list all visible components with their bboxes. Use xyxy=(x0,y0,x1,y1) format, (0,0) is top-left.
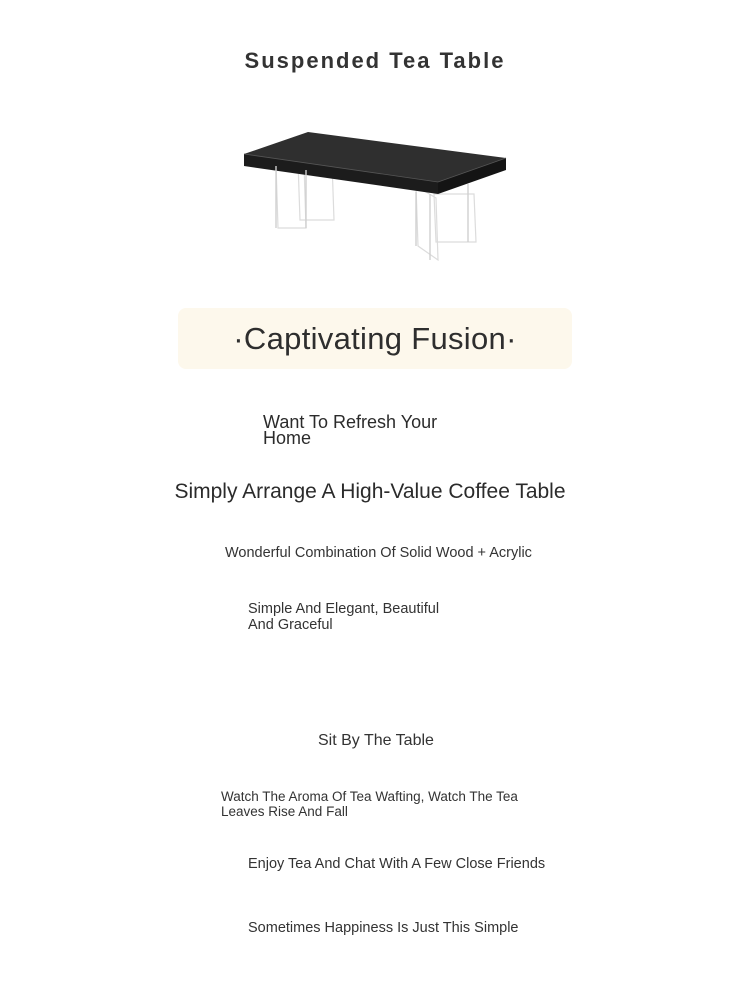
elegant-text: Simple And Elegant, Beautiful And Graceful xyxy=(248,601,440,633)
friends-text: Enjoy Tea And Chat With A Few Close Friends xyxy=(248,856,546,872)
refresh-home-text: Want To Refresh Your Home xyxy=(263,412,438,448)
banner-text: ·Captivating Fusion· xyxy=(233,320,517,356)
aroma-text: Watch The Aroma Of Tea Wafting, Watch The Tea Leaves Rise And Fall xyxy=(221,789,518,819)
tea-table-image xyxy=(238,124,513,264)
happiness-text: Sometimes Happiness Is Just This Simple xyxy=(248,920,519,936)
sit-by-table-text: Sit By The Table xyxy=(318,732,434,749)
captivating-fusion-banner xyxy=(178,308,572,369)
arrange-text: Simply Arrange A High-Value Coffee Table xyxy=(174,480,566,503)
page-title: Suspended Tea Table xyxy=(244,48,506,73)
combination-text: Wonderful Combination Of Solid Wood + Acrylic xyxy=(225,545,532,561)
